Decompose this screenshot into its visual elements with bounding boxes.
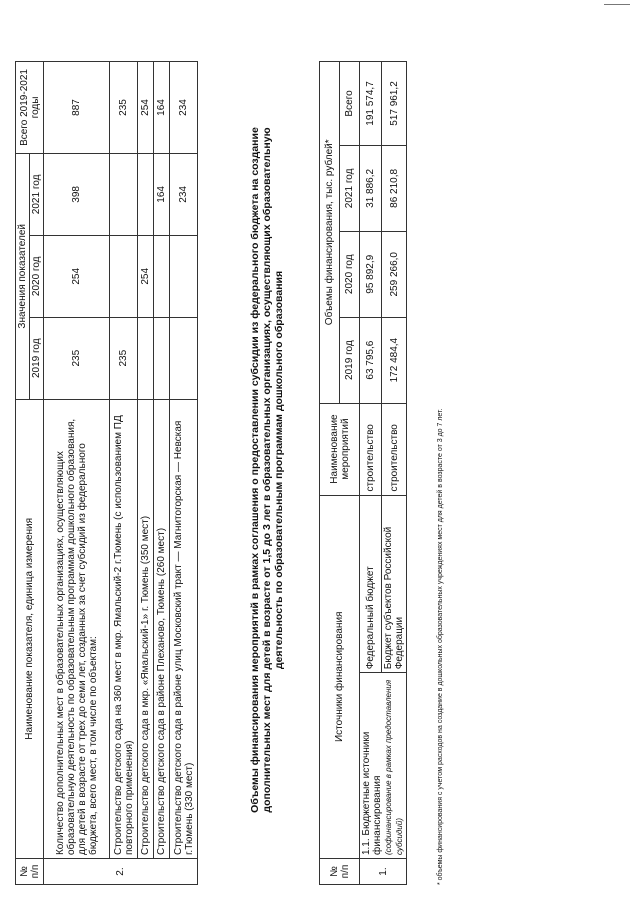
source-group: [360, 673, 407, 859]
source-group-label: 1.1. Бюджетные источники финансирования: [361, 731, 383, 856]
row-number: 1.: [360, 859, 407, 885]
table-row: [138, 62, 154, 885]
rotated-page: [5, 5, 625, 885]
header-values-group: Значения показателей: [16, 153, 30, 399]
amount-2020: 259 266,0: [382, 231, 407, 317]
funding-table: [319, 61, 407, 885]
amount-2020: 95 892,9: [360, 231, 382, 317]
amount-2021: 86 210,8: [382, 145, 407, 231]
source-group-note: (софинансирование в рамках предоставления субсидий): [384, 679, 404, 856]
amount-2019: 172 484,4: [382, 317, 407, 403]
indicator-name: Количество дополнительных мест в образовательных организациях, осуществляющих образовательную деятельность по образовательным программам дошкольного образования, для детей в возрасте от трех до семи лет, созданных за счет субсидий из федерального бюджета, всего мест, в том числе по объектам:: [44, 399, 110, 858]
value-2020: [110, 235, 138, 317]
value-2019: 235: [44, 317, 110, 399]
header-num: № п/п: [320, 859, 360, 885]
value-2019: 235: [110, 317, 138, 399]
indicators-table: [15, 61, 198, 885]
header-year-2020: 2020 год: [340, 231, 360, 317]
value-total: 254: [138, 62, 154, 154]
indicator-name: Строительство детского сада в районе Плеханово, Тюмень (260 мест): [154, 399, 170, 858]
header-year-2020: 2020 год: [30, 235, 44, 317]
activity-name: строительство: [382, 403, 407, 495]
indicator-name: Строительство детского сада в мкр. «Ямальский-1» г. Тюмень (350 мест): [138, 399, 154, 858]
amount-total: 191 574,7: [360, 62, 382, 146]
header-year-2019: 2019 год: [340, 317, 360, 403]
header-volumes-group: Объемы финансирования, тыс. рублей*: [320, 62, 340, 404]
table-row: [170, 62, 198, 885]
header-year-2021: 2021 год: [30, 153, 44, 235]
value-total: 887: [44, 62, 110, 154]
amount-total: 517 961,2: [382, 62, 407, 146]
header-num: № п/п: [16, 859, 44, 885]
header-year-2019: 2019 год: [30, 317, 44, 399]
value-2020: [154, 235, 170, 317]
header-year-2021: 2021 год: [340, 145, 360, 231]
header-total: Всего 2019-2021 годы: [16, 62, 44, 154]
group-number: 2.: [44, 859, 198, 885]
indicator-name: Строительство детского сада в районе улиц Московский тракт — Магнитогорская — Невская г.Тюмень (330 мест): [170, 399, 198, 858]
source-name: Бюджет субъектов Российской Федерации: [382, 495, 407, 673]
value-2020: [170, 235, 198, 317]
activity-name: строительство: [360, 403, 382, 495]
value-2019: [170, 317, 198, 399]
header-name: Наименование показателя, единица измерения: [16, 399, 44, 858]
value-2021: [110, 153, 138, 235]
header-sources: Источники финансирования: [320, 495, 360, 859]
value-2021: 398: [44, 153, 110, 235]
source-name: Федеральный бюджет: [360, 495, 382, 673]
value-2019: [154, 317, 170, 399]
table-row: [44, 62, 110, 885]
value-2020: 254: [44, 235, 110, 317]
funding-caption: Объемы финансирования мероприятий в рамках соглашения о предоставлении субсидии из федерального бюджета на создание дополнительных мест для детей в возрасте от 1,5 до 3 лет в образовательных организациях, осуществляющих образовательную деятельность по образовательным программам дошкольного образования: [249, 127, 285, 813]
value-2020: 254: [138, 235, 154, 317]
amount-2021: 31 886,2: [360, 145, 382, 231]
value-2021: 234: [170, 153, 198, 235]
value-2021: 164: [154, 153, 170, 235]
value-total: 164: [154, 62, 170, 154]
header-activity: Наименование мероприятий: [320, 403, 360, 495]
value-2021: [138, 153, 154, 235]
footnote: * объемы финансирования с учетом расходов на создание в дошкольных образовательных учреждениях мест для детей в возрасте от 3 до 7 лет.: [437, 408, 444, 885]
indicator-name: Строительство детского сада на 360 мест в мкр. Ямальский-2 г.Тюмень (с использованием ПД повторного применения): [110, 399, 138, 858]
amount-2019: 63 795,6: [360, 317, 382, 403]
table-row: [110, 62, 138, 885]
value-total: 234: [170, 62, 198, 154]
table-row: [154, 62, 170, 885]
table-row: [360, 62, 382, 885]
value-2019: [138, 317, 154, 399]
header-total: Всего: [340, 62, 360, 146]
value-total: 235: [110, 62, 138, 154]
